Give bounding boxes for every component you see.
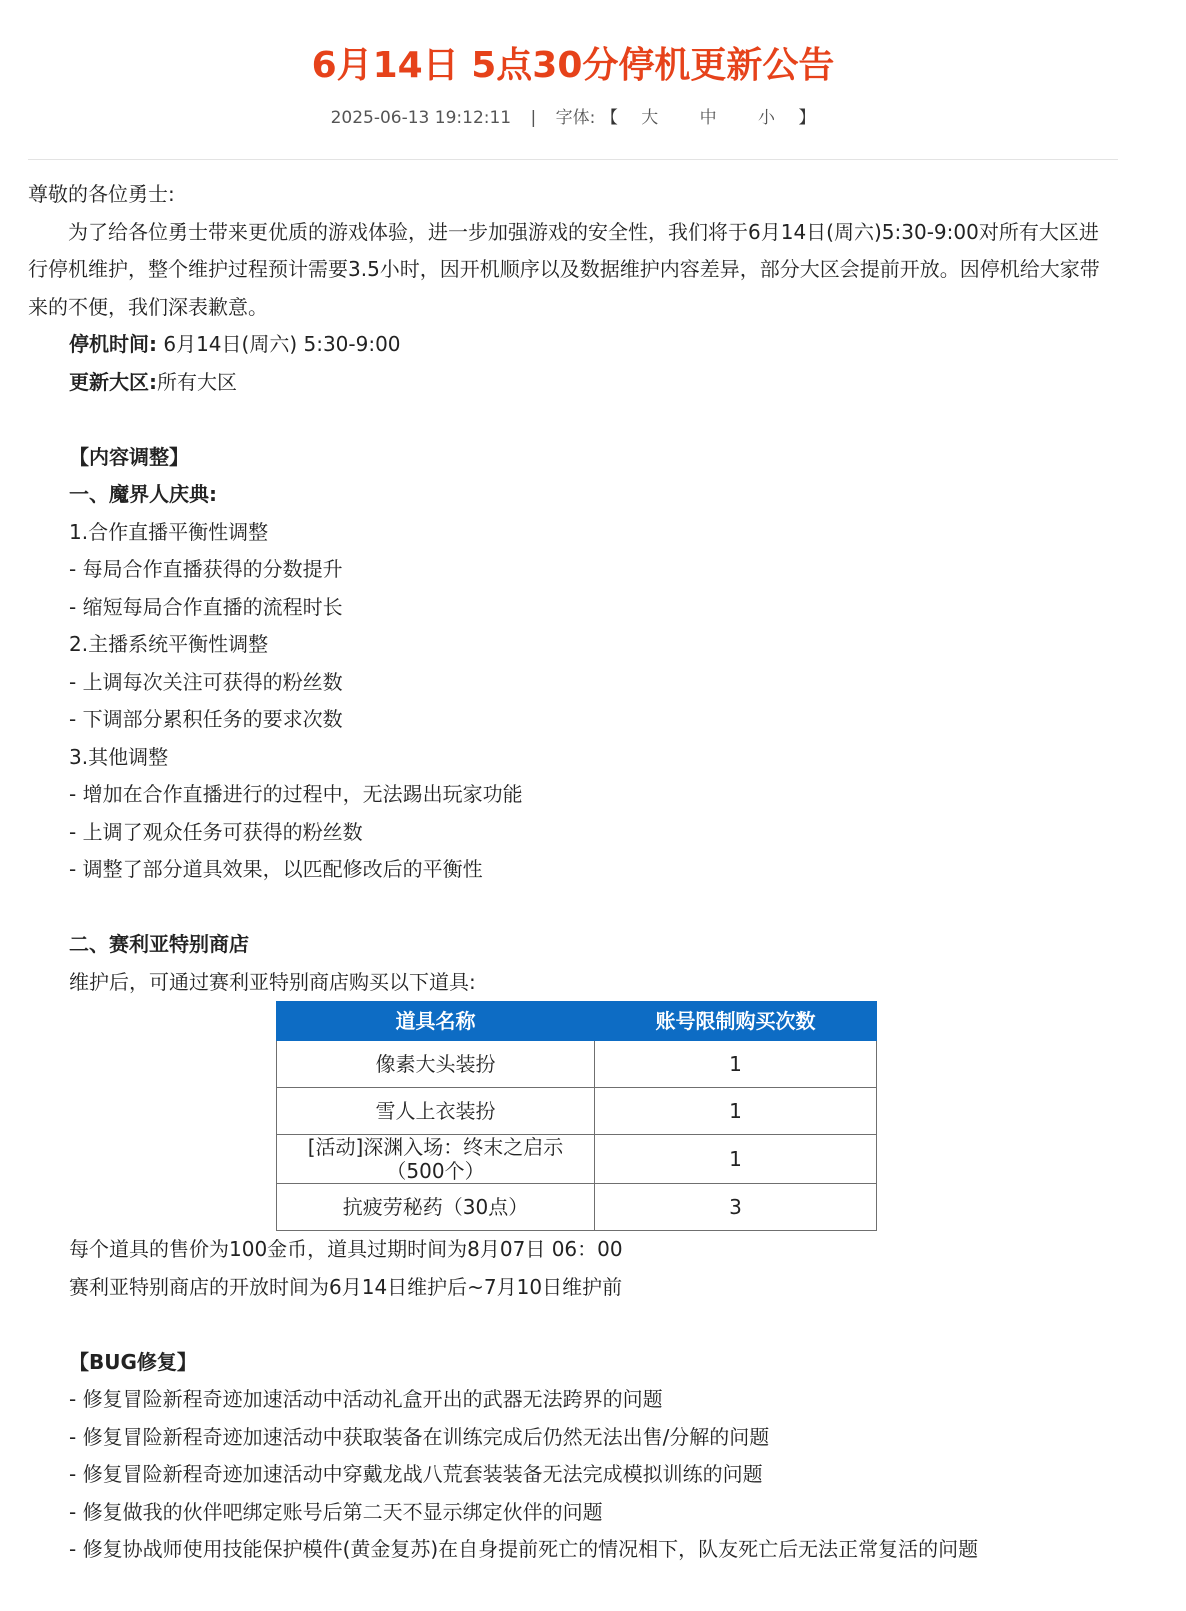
region-line [28, 364, 1118, 402]
font-bracket-close: 】 [798, 108, 816, 128]
downtime-line [28, 326, 1118, 364]
purchase-limit-cell: 1 [595, 1135, 877, 1184]
bugfix-item: - 修复冒险新程奇迹加速活动中活动礼盒开出的武器无法跨界的问题 [69, 1387, 663, 1411]
publish-date: 2025-06-13 19:12:11 [330, 108, 512, 128]
open-time-note: 赛利亚特别商店的开放时间为6月14日维护后~7月10日维护前 [69, 1274, 623, 1299]
font-bracket-open: 【 [600, 108, 618, 128]
list-item: - 调整了部分道具效果，以匹配修改后的平衡性 [69, 857, 483, 881]
item-name-cell: [活动]深渊入场：终末之启示（500个） [277, 1135, 595, 1184]
section-2-title: 二、赛利亚特别商店 [69, 932, 249, 956]
spacer [28, 1306, 1118, 1344]
article-meta [0, 106, 1146, 130]
bugfix-heading: 【BUG修复】 [69, 1349, 197, 1374]
meta-separator: | [530, 108, 537, 128]
list-item: - 上调了观众任务可获得的粉丝数 [69, 819, 363, 844]
bugfix-item: - 修复冒险新程奇迹加速活动中穿戴龙战八荒套装装备无法完成模拟训练的问题 [69, 1462, 763, 1486]
item-name-cell: 雪人上衣装扮 [277, 1088, 595, 1135]
table-row [277, 1088, 877, 1135]
shop-intro: 维护后，可通过赛利亚特别商店购买以下道具: [69, 969, 476, 994]
table-row [277, 1041, 877, 1088]
list-item: - 上调每次关注可获得的粉丝数 [69, 669, 343, 694]
table-header-row [277, 1002, 877, 1041]
header-divider [28, 159, 1118, 160]
page-title: 6月14日 5点30分停机更新公告 [311, 45, 835, 86]
column-header-item-name: 道具名称 [277, 1002, 595, 1041]
item-name-cell: 像素大头装扮 [277, 1041, 595, 1088]
list-item: 2.主播系统平衡性调整 [69, 632, 269, 656]
content-adjust-heading: 【内容调整】 [69, 444, 189, 469]
shop-table [276, 1001, 877, 1231]
bugfix-item: - 修复冒险新程奇迹加速活动中获取装备在训练完成后仍然无法出售/分解的问题 [69, 1424, 770, 1449]
item-name-cell: 抗疲劳秘药（30点） [277, 1184, 595, 1231]
font-small-button[interactable]: 小 [758, 108, 776, 128]
spacer [28, 889, 1118, 927]
column-header-purchase-limit: 账号限制购买次数 [595, 1002, 877, 1041]
list-item: 1.合作直播平衡性调整 [69, 519, 269, 544]
region-label: 更新大区: [69, 369, 157, 394]
list-item: - 增加在合作直播进行的过程中，无法踢出玩家功能 [69, 782, 523, 806]
table-row [277, 1135, 877, 1184]
purchase-limit-cell: 1 [595, 1041, 877, 1088]
section-1-title: 一、魔界人庆典: [69, 482, 217, 506]
greeting: 尊敬的各位勇士: [28, 182, 175, 206]
font-large-button[interactable]: 大 [641, 108, 659, 128]
intro-paragraph: 为了给各位勇士带来更优质的游戏体验，进一步加强游戏的安全性，我们将于6月14日(周六)5:30-9:00对所有大区进行停机维护，整个维护过程预计需要3.5小时，因开机顺序以及数据维护内容差异，部分大区会提前开放。因停机给大家带来的不便，我们深表歉意。 [28, 219, 1100, 319]
article-body [28, 176, 1118, 1569]
purchase-limit-cell: 1 [595, 1088, 877, 1135]
bugfix-item: - 修复协战师使用技能保护模件(黄金复苏)在自身提前死亡的情况相下，队友死亡后无法正常复活的问题 [69, 1537, 979, 1561]
spacer [28, 401, 1118, 439]
region-value: 所有大区 [157, 369, 237, 394]
table-row [277, 1184, 877, 1231]
price-note: 每个道具的售价为100金币，道具过期时间为8月07日 06：00 [69, 1237, 623, 1261]
font-size-label: 字体: [555, 108, 596, 128]
font-medium-button[interactable]: 中 [699, 108, 717, 128]
list-item: - 每局合作直播获得的分数提升 [69, 557, 343, 581]
purchase-limit-cell: 3 [595, 1184, 877, 1231]
downtime-label: 停机时间: [69, 332, 157, 356]
downtime-value: 6月14日(周六) 5:30-9:00 [163, 332, 401, 356]
bugfix-item: - 修复做我的伙伴吧绑定账号后第二天不显示绑定伙伴的问题 [69, 1499, 603, 1524]
list-item: 3.其他调整 [69, 744, 169, 769]
list-item: - 缩短每局合作直播的流程时长 [69, 594, 343, 619]
list-item: - 下调部分累积任务的要求次数 [69, 707, 343, 731]
